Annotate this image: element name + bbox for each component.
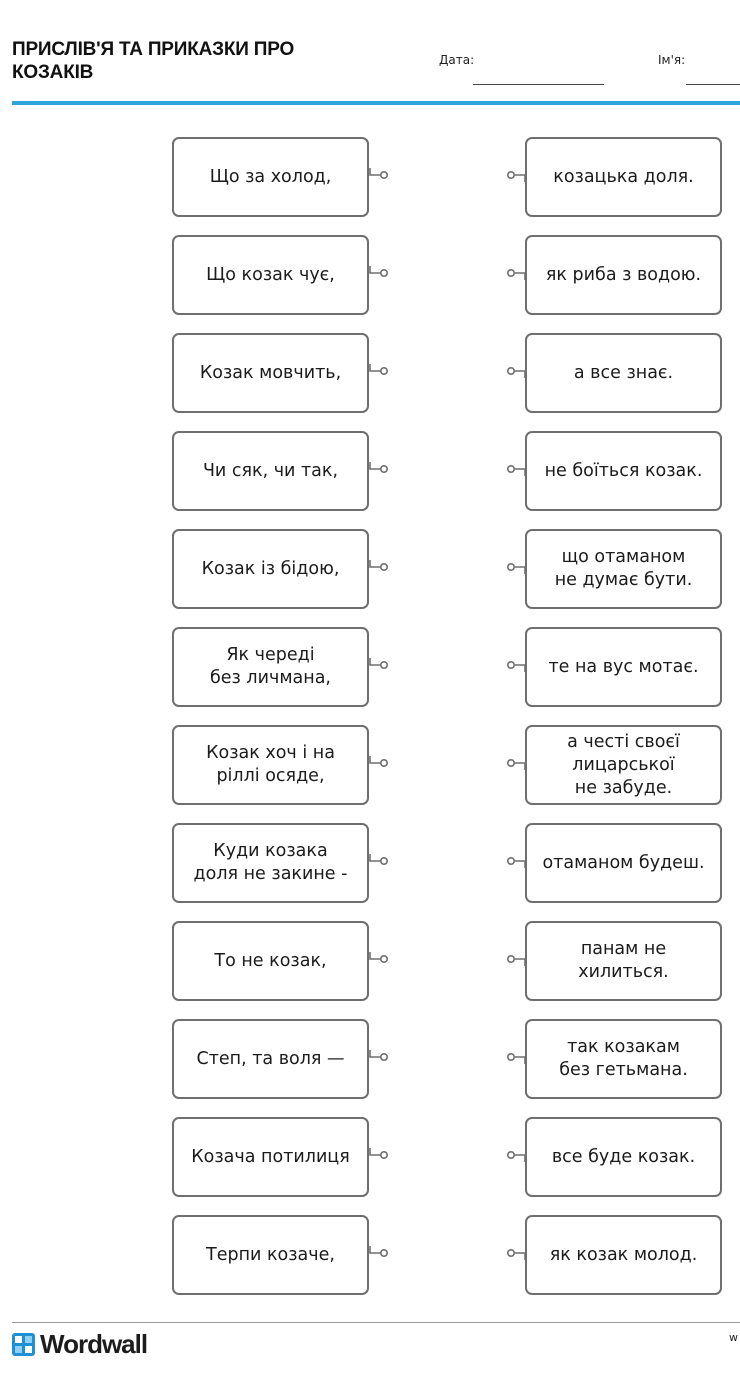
right-card[interactable]: а честі своєї лицарської не забуде. (525, 725, 722, 805)
left-card[interactable]: Козак хоч і на ріллі осяде, (172, 725, 369, 805)
left-card[interactable]: Як череді без личмана, (172, 627, 369, 707)
right-connector-icon[interactable] (504, 168, 526, 182)
right-card[interactable]: все буде козак. (525, 1117, 722, 1197)
right-card[interactable]: що отаманом не думає бути. (525, 529, 722, 609)
right-connector-icon[interactable] (504, 1148, 526, 1162)
left-connector-icon[interactable] (369, 658, 391, 672)
right-connector-icon[interactable] (504, 560, 526, 574)
left-connector-icon[interactable] (369, 1246, 391, 1260)
header-divider (12, 101, 740, 105)
left-card[interactable]: Козача потилиця (172, 1117, 369, 1197)
left-connector-icon[interactable] (369, 1148, 391, 1162)
right-connector-icon[interactable] (504, 756, 526, 770)
wordwall-logo (12, 1329, 147, 1360)
left-card[interactable]: Козак мовчить, (172, 333, 369, 413)
right-connector-icon[interactable] (504, 364, 526, 378)
left-card[interactable]: Що козак чує, (172, 235, 369, 315)
left-connector-icon[interactable] (369, 560, 391, 574)
name-field[interactable] (686, 84, 740, 85)
right-connector-icon[interactable] (504, 462, 526, 476)
left-card[interactable]: Терпи козаче, (172, 1215, 369, 1295)
right-card[interactable]: а все знає. (525, 333, 722, 413)
right-connector-icon[interactable] (504, 658, 526, 672)
left-connector-icon[interactable] (369, 266, 391, 280)
left-card[interactable]: Козак із бідою, (172, 529, 369, 609)
right-card[interactable]: козацька доля. (525, 137, 722, 217)
page-title: ПРИСЛІВ'Я ТА ПРИКАЗКИ ПРО КОЗАКІВ (12, 39, 295, 83)
left-card[interactable]: Степ, та воля — (172, 1019, 369, 1099)
right-card[interactable]: те на вус мотає. (525, 627, 722, 707)
footer-mark: w (729, 1331, 738, 1344)
wordwall-logo-icon (12, 1333, 35, 1356)
date-label: Дата: (439, 53, 475, 67)
left-connector-icon[interactable] (369, 1050, 391, 1064)
left-connector-icon[interactable] (369, 854, 391, 868)
date-field[interactable] (473, 84, 604, 85)
right-connector-icon[interactable] (504, 266, 526, 280)
right-card[interactable]: панам не хилиться. (525, 921, 722, 1001)
left-connector-icon[interactable] (369, 756, 391, 770)
left-connector-icon[interactable] (369, 462, 391, 476)
left-card[interactable]: Куди козака доля не закине - (172, 823, 369, 903)
right-card[interactable]: отаманом будеш. (525, 823, 722, 903)
left-connector-icon[interactable] (369, 952, 391, 966)
name-label: Ім'я: (658, 53, 686, 67)
right-card[interactable]: як риба з водою. (525, 235, 722, 315)
left-connector-icon[interactable] (369, 168, 391, 182)
left-card[interactable]: Що за холод, (172, 137, 369, 217)
right-connector-icon[interactable] (504, 1246, 526, 1260)
left-card[interactable]: Чи сяк, чи так, (172, 431, 369, 511)
right-card[interactable]: так козакам без гетьмана. (525, 1019, 722, 1099)
logo-text: Wordwall (40, 1329, 148, 1359)
left-connector-icon[interactable] (369, 364, 391, 378)
right-card[interactable]: як козак молод. (525, 1215, 722, 1295)
right-connector-icon[interactable] (504, 854, 526, 868)
right-connector-icon[interactable] (504, 1050, 526, 1064)
right-card[interactable]: не боїться козак. (525, 431, 722, 511)
left-card[interactable]: То не козак, (172, 921, 369, 1001)
right-connector-icon[interactable] (504, 952, 526, 966)
footer-divider (12, 1322, 740, 1323)
